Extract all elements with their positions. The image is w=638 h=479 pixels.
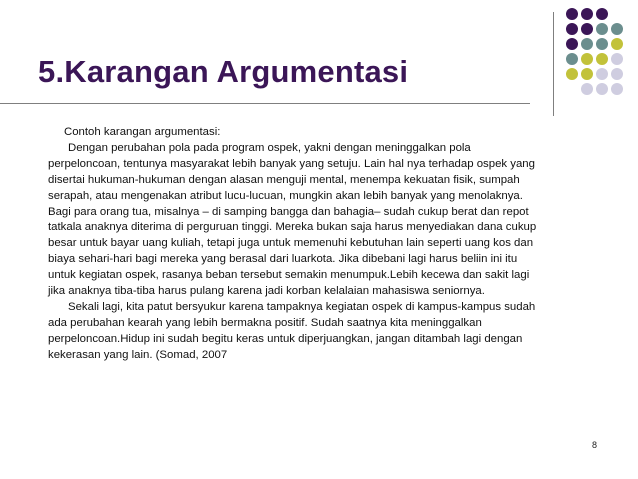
paragraph-line: besar untuk bayar uang kuliah, tetapi juga untuk memenuhi kebutuhan lain seperti uang kos dan	[48, 237, 534, 250]
decorative-dot	[596, 38, 608, 50]
paragraph-line: perpeloncoan, tentunya masyarakat lebih banyak yang setuju. Lain hal nya terhadap ospek yang	[48, 157, 535, 170]
decorative-dot	[581, 23, 593, 35]
intro-text: Contoh karangan argumentasi:	[64, 126, 221, 138]
decorative-dot	[581, 53, 593, 65]
paragraph-line: kekerasan yang lain. (Somad, 2007	[48, 348, 228, 361]
decorative-dot	[581, 38, 593, 50]
decorative-dot	[566, 38, 578, 50]
decorative-dot	[611, 53, 623, 65]
decorative-dot	[566, 68, 578, 80]
paragraph-line: Bagi para orang tua, misalnya – di samping bangga dan bahagia– sudah cukup berat dan repot	[48, 205, 529, 218]
paragraph-line: disertai hukuman-hukuman dengan alasan menguji mental, menempa kekuatan fisik, sumpah	[48, 173, 520, 186]
decorative-dot	[566, 23, 578, 35]
paragraph-line: untuk kegiatan ospek, rasanya beban tersebut semakin menumpuk.Lebih kecewa dan sakit lagi	[48, 269, 530, 282]
paragraph-2	[48, 300, 608, 364]
decorative-dot	[566, 8, 578, 20]
paragraph-line: Sekali lagi, kita patut bersyukur karena tampaknya kegiatan ospek di kampus-kampus sudah	[68, 300, 536, 313]
paragraph-line: serapah, atau mengenakan atribut lucu-lucuan, mungkin akan lebih banyak yang menolaknya.	[48, 189, 523, 202]
title-divider	[0, 103, 530, 104]
paragraph-line: ada perubahan kearah yang lebih bermakna positif. Sudah saatnya kita meninggalkan	[48, 316, 482, 329]
paragraph-line: Dengan perubahan pola pada program ospek, yakni dengan meninggalkan pola	[68, 141, 471, 154]
vertical-divider	[553, 12, 554, 116]
decorative-dot	[566, 53, 578, 65]
decorative-dot	[611, 83, 623, 95]
slide-body	[48, 125, 608, 364]
page-number: 8	[592, 440, 598, 450]
decorative-dot	[596, 8, 608, 20]
decorative-dot	[611, 68, 623, 80]
decorative-dot	[596, 68, 608, 80]
decorative-dot	[596, 83, 608, 95]
decorative-dot	[596, 53, 608, 65]
slide-title: 5.Karangan Argumentasi	[38, 54, 409, 89]
paragraph-line: jika anaknya tiba-tiba harus pulang karena jadi korban kelalaian mahasiswa seniornya.	[48, 285, 485, 298]
paragraph-line: tatkala anaknya diterima di perguruan tinggi. Mereka bukan saja harus menyediakan dana cukup	[48, 221, 537, 234]
decorative-dot	[581, 68, 593, 80]
paragraph-1	[48, 141, 608, 300]
decorative-dot	[596, 23, 608, 35]
decorative-dot	[581, 83, 593, 95]
decorative-dot	[611, 38, 623, 50]
paragraph-line: biaya sehari-hari bagi mereka yang berasal dari luarkota. Jika dibebani lagi harus beliin ini itu	[48, 253, 518, 266]
decorative-dot-grid	[566, 8, 638, 108]
paragraph-line: perpeloncoan.Hidup ini sudah begitu keras untuk diperjuangkan, jangan ditambah lagi dengan	[48, 332, 523, 345]
decorative-dot	[611, 23, 623, 35]
decorative-dot	[581, 8, 593, 20]
